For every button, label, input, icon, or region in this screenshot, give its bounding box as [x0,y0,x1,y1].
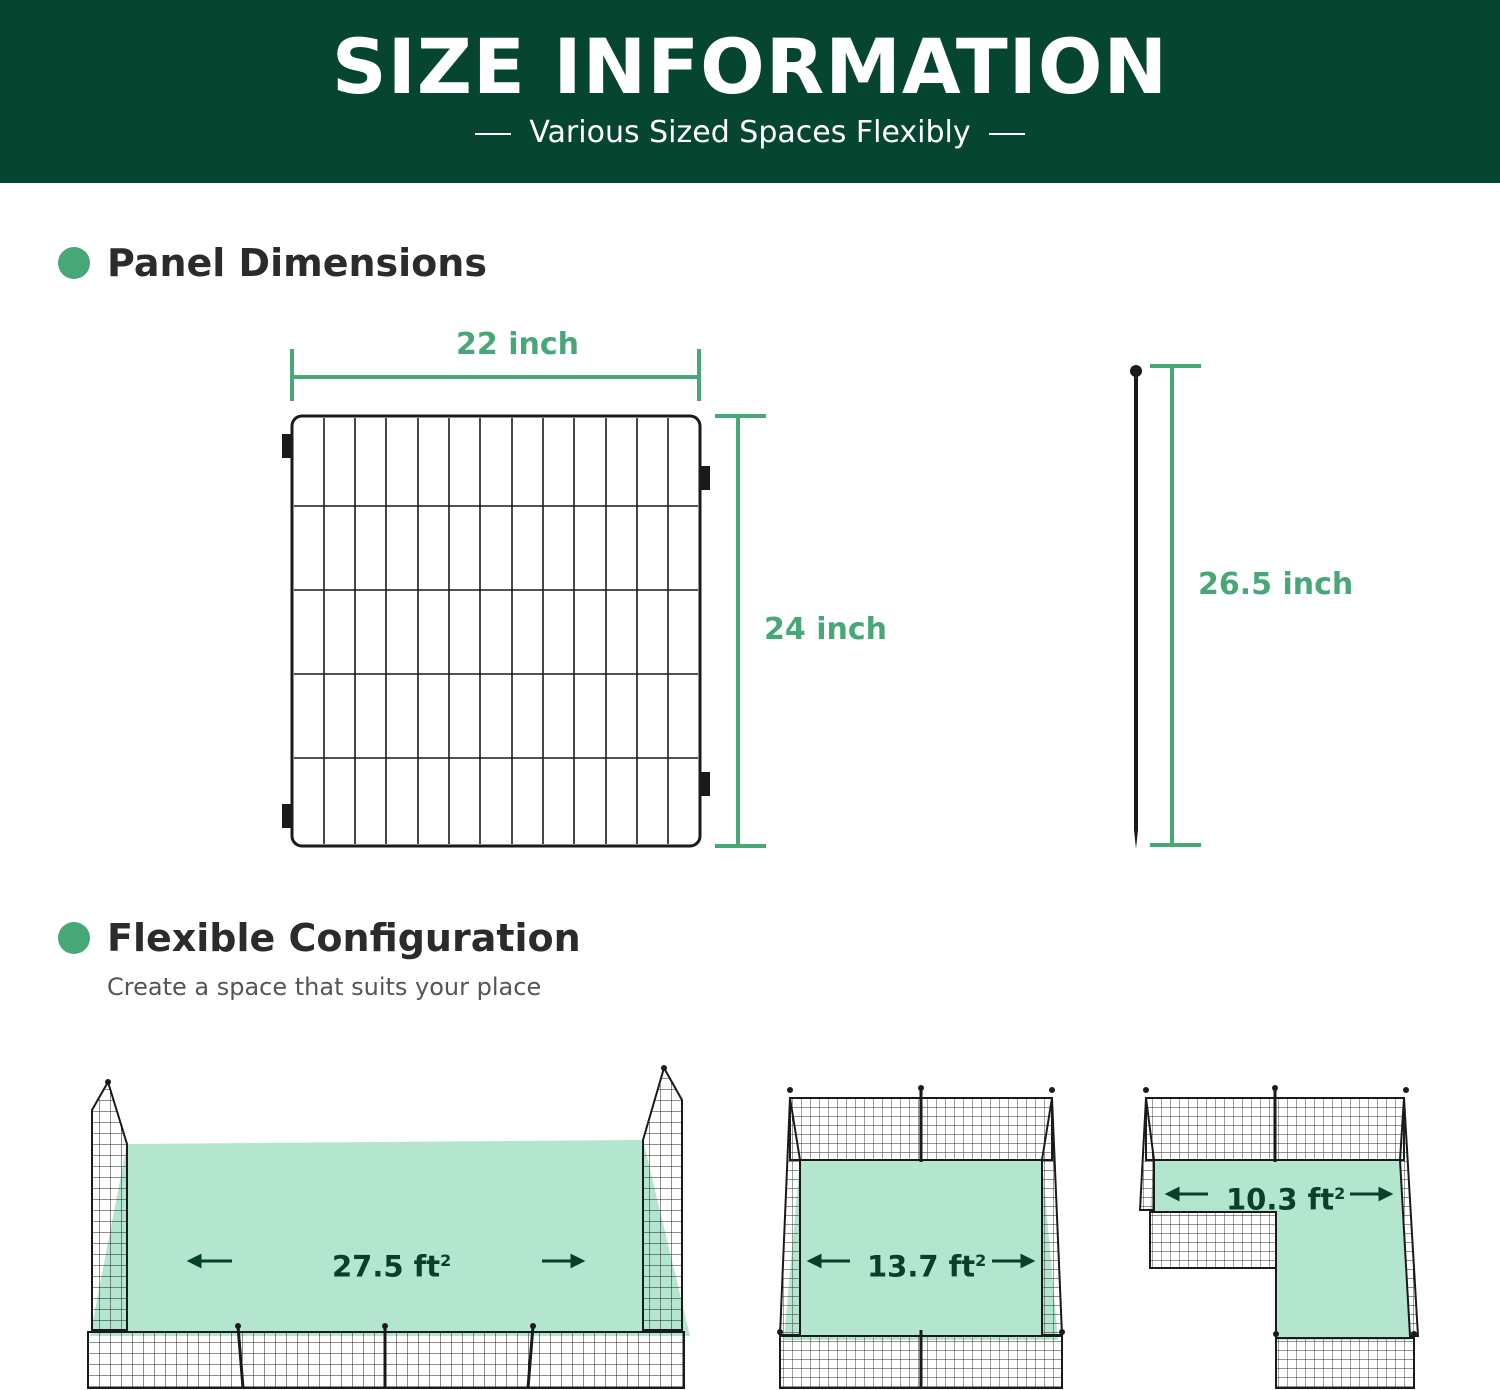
area-value: 27.5 ft [332,1249,441,1284]
layout-l-shape-illustration [1140,1085,1418,1388]
panel-grid-illustration [282,416,710,846]
area-unit-exponent: 2 [975,1251,987,1270]
banner-title: SIZE INFORMATION [331,22,1169,111]
area-unit-exponent: 2 [1334,1184,1346,1203]
connector-pole-illustration [1130,365,1142,849]
area-value: 13.7 ft [867,1249,976,1284]
area-label-square [867,1243,986,1285]
height-dimension-line [715,416,766,846]
layout-rectangle-illustration [88,1065,690,1388]
panel-width-label: 22 inch [456,327,579,362]
area-value: 10.3 ft [1226,1182,1335,1217]
panel-dimensions-heading: Panel Dimensions [107,241,487,285]
layout-square-illustration [777,1085,1065,1388]
flexible-configuration-subheading: Create a space that suits your place [107,973,542,1001]
flexible-configuration-heading: Flexible Configuration [107,916,581,960]
pole-height-label: 26.5 inch [1198,567,1354,602]
section-bullet-icon [58,922,90,954]
banner-subtitle-text: Various Sized Spaces Flexibly [529,115,971,150]
area-label-l-shape [1226,1176,1345,1218]
area-unit-exponent: 2 [440,1251,452,1270]
area-label-rectangle [332,1243,451,1285]
pole-dimension-line [1150,366,1201,845]
panel-height-label: 24 inch [764,612,887,647]
